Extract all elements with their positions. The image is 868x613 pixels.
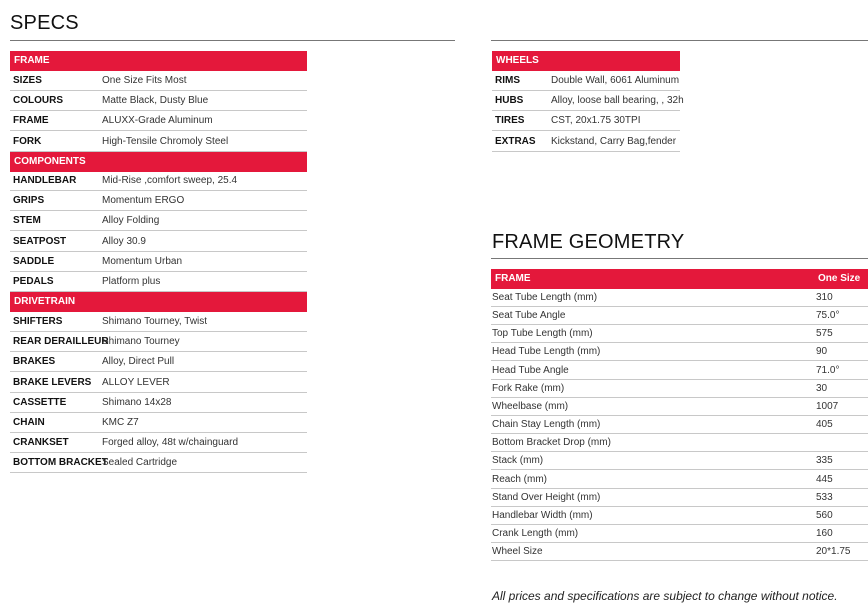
geometry-label: Top Tube Length (mm): [492, 328, 593, 340]
geometry-row: [491, 307, 868, 325]
geometry-label: Chain Stay Length (mm): [492, 419, 601, 431]
geometry-label: Seat Tube Angle: [492, 310, 566, 322]
geometry-label: Handlebar Width (mm): [492, 509, 593, 521]
geometry-value: 310: [816, 292, 833, 303]
spec-value: Shimano 14x28: [102, 396, 172, 408]
drivetrain-spec-row: [10, 393, 307, 413]
spec-label: STEM: [13, 215, 41, 227]
geometry-label: Stand Over Height (mm): [492, 491, 601, 503]
components-section-header: COMPONENTS: [10, 152, 307, 172]
geometry-title: FRAME GEOMETRY: [492, 231, 685, 253]
geometry-row: [491, 325, 868, 343]
spec-label: REAR DERAILLEUR: [13, 336, 109, 348]
geometry-row: [491, 416, 868, 434]
geometry-value: 90: [816, 346, 828, 358]
spec-label: PEDALS: [13, 276, 54, 287]
spec-value: Forged alloy, 48t w/chainguard: [102, 437, 239, 449]
components-spec-row: [10, 211, 307, 231]
spec-value: Shimano Tourney, Twist: [102, 316, 208, 327]
wheels-spec-row: [492, 132, 680, 152]
spec-value: Double Wall, 6061 Aluminum: [551, 75, 680, 86]
spec-label: BRAKE LEVERS: [13, 376, 92, 388]
drivetrain-spec-row: [10, 352, 307, 372]
spec-value: Matte Black, Dusty Blue: [102, 95, 209, 107]
geometry-value: 20*1.75: [816, 546, 851, 558]
geometry-value: 575: [816, 328, 833, 340]
geometry-value: 75.0°: [816, 310, 840, 322]
geometry-value: 160: [816, 527, 833, 539]
wheels-spec-row: [492, 71, 680, 91]
geometry-value: 533: [816, 491, 833, 503]
geometry-row: [491, 452, 868, 470]
frame-spec-row: [10, 91, 307, 111]
specs-title-rule: [10, 40, 455, 41]
geometry-label: Bottom Bracket Drop (mm): [492, 437, 611, 449]
spec-value: ALUXX-Grade Aluminum: [102, 115, 213, 127]
frame-spec-row: [10, 71, 307, 91]
geometry-row: [491, 343, 868, 361]
geometry-row: [491, 434, 868, 452]
spec-label: GRIPS: [13, 195, 45, 207]
wheels-section-header: WHEELS: [492, 51, 680, 71]
drivetrain-spec-row: [10, 373, 307, 393]
geometry-row: [491, 489, 868, 507]
spec-value: Mid-Rise ,comfort sweep, 25.4: [102, 175, 238, 186]
spec-label: CASSETTE: [13, 396, 67, 408]
geometry-label: Seat Tube Length (mm): [492, 292, 598, 303]
spec-label: CHAIN: [13, 417, 45, 428]
spec-value: Alloy Folding: [102, 215, 160, 227]
drivetrain-spec-row: [10, 453, 307, 473]
spec-value: One Size Fits Most: [102, 75, 187, 86]
drivetrain-section-header: DRIVETRAIN: [10, 292, 307, 312]
drivetrain-spec-row: [10, 332, 307, 352]
spec-value: Shimano Tourney: [102, 336, 180, 348]
spec-label: SADDLE: [13, 255, 55, 267]
geometry-label: Wheel Size: [492, 546, 543, 558]
spec-label: FRAME: [13, 115, 49, 127]
spec-value: Platform plus: [102, 276, 161, 287]
frame-spec-row: [10, 111, 307, 131]
geometry-row: [491, 525, 868, 543]
spec-label: SHIFTERS: [13, 316, 63, 327]
wheels-spec-row: [492, 111, 680, 131]
spec-label: SEATPOST: [13, 235, 67, 247]
geometry-label: Fork Rake (mm): [492, 382, 565, 394]
spec-value: Alloy, Direct Pull: [102, 356, 175, 368]
spec-value: Momentum ERGO: [102, 195, 185, 207]
geometry-header-size: One Size: [818, 273, 861, 284]
geometry-row: [491, 380, 868, 398]
spec-value: Momentum Urban: [102, 255, 183, 267]
components-spec-row: [10, 191, 307, 211]
geometry-label: Reach (mm): [492, 473, 548, 485]
geometry-label: Head Tube Length (mm): [492, 346, 601, 358]
wheels-top-rule: [491, 40, 868, 41]
spec-value: Sealed Cartridge: [102, 457, 178, 469]
geometry-title-rule: [491, 258, 868, 259]
geometry-row: [491, 289, 868, 307]
geometry-value: 405: [816, 419, 833, 431]
spec-value: KMC Z7: [102, 417, 139, 428]
geometry-value: 560: [816, 509, 833, 521]
disclaimer-note: All prices and specifications are subject to change without notice.: [492, 589, 838, 603]
spec-label: EXTRAS: [495, 135, 536, 147]
wheels-spec-row: [492, 91, 684, 111]
spec-value: ALLOY LEVER: [102, 376, 170, 388]
geometry-header-frame: FRAME: [495, 273, 531, 284]
drivetrain-spec-row: [10, 312, 307, 332]
drivetrain-spec-row: [10, 413, 307, 433]
geometry-value: 1007: [816, 400, 839, 412]
spec-label: HUBS: [495, 95, 524, 107]
spec-label: TIRES: [495, 115, 525, 127]
spec-value: CST, 20x1.75 30TPI: [551, 115, 641, 127]
spec-value: Kickstand, Carry Bag,fender: [551, 135, 677, 147]
frame-spec-row: [10, 132, 307, 152]
spec-label: BOTTOM BRACKET: [13, 457, 108, 469]
drivetrain-spec-row: [10, 433, 307, 453]
geometry-label: Stack (mm): [492, 455, 544, 467]
spec-label: HANDLEBAR: [13, 175, 77, 186]
spec-label: BRAKES: [13, 356, 56, 368]
spec-value: Alloy, loose ball bearing, , 32h: [551, 95, 684, 107]
geometry-label: Head Tube Angle: [492, 364, 569, 376]
geometry-row: [491, 362, 868, 380]
geometry-row: [491, 471, 868, 489]
geometry-value: 71.0°: [816, 364, 840, 376]
spec-label: CRANKSET: [13, 437, 69, 449]
geometry-label: Crank Length (mm): [492, 527, 579, 539]
geometry-label: Wheelbase (mm): [492, 400, 569, 412]
geometry-value: 335: [816, 455, 833, 467]
geometry-row: [491, 398, 868, 416]
spec-value: High-Tensile Chromoly Steel: [102, 135, 229, 147]
frame-section-header: FRAME: [10, 51, 307, 71]
geometry-table-header: [491, 269, 868, 289]
spec-label: FORK: [13, 135, 42, 147]
spec-label: RIMS: [495, 75, 520, 86]
geometry-row: [491, 543, 868, 561]
spec-value: Alloy 30.9: [102, 235, 146, 247]
geometry-value: 445: [816, 473, 833, 485]
components-spec-row: [10, 171, 307, 191]
specs-title: SPECS: [10, 12, 79, 34]
geometry-value: 30: [816, 382, 828, 394]
components-spec-row: [10, 272, 307, 292]
components-spec-row: [10, 232, 307, 252]
spec-label: SIZES: [13, 75, 42, 86]
components-spec-row: [10, 252, 307, 272]
spec-label: COLOURS: [13, 95, 63, 107]
geometry-row: [491, 507, 868, 525]
